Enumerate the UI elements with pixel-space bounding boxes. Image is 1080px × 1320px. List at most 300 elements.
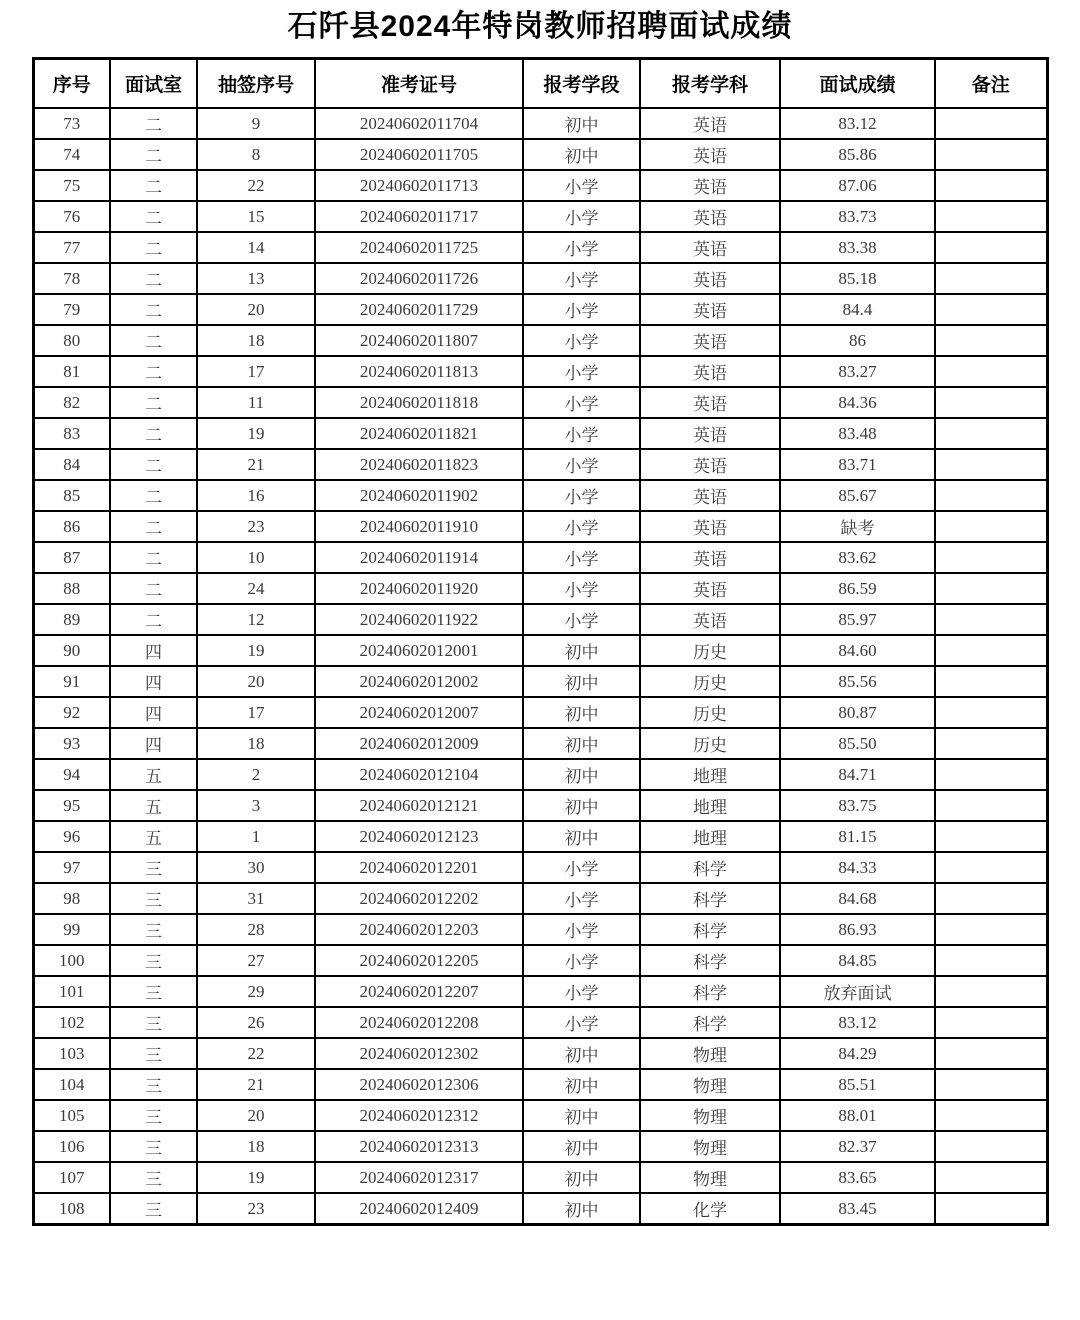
cell-lottery-no: 13 xyxy=(197,263,315,294)
cell-serial: 95 xyxy=(33,790,110,821)
cell-subject: 科学 xyxy=(640,852,780,883)
cell-remarks xyxy=(935,728,1047,759)
cell-lottery-no: 19 xyxy=(197,1162,315,1193)
cell-remarks xyxy=(935,1193,1047,1225)
cell-subject: 英语 xyxy=(640,325,780,356)
cell-remarks xyxy=(935,759,1047,790)
cell-remarks xyxy=(935,666,1047,697)
cell-subject: 物理 xyxy=(640,1069,780,1100)
cell-ticket-no: 20240602011910 xyxy=(315,511,523,542)
cell-remarks xyxy=(935,697,1047,728)
cell-lottery-no: 23 xyxy=(197,1193,315,1225)
cell-remarks xyxy=(935,387,1047,418)
cell-serial: 97 xyxy=(33,852,110,883)
cell-level: 小学 xyxy=(523,294,640,325)
cell-level: 小学 xyxy=(523,914,640,945)
cell-room: 二 xyxy=(110,573,197,604)
cell-serial: 93 xyxy=(33,728,110,759)
cell-ticket-no: 20240602012312 xyxy=(315,1100,523,1131)
cell-lottery-no: 24 xyxy=(197,573,315,604)
cell-room: 二 xyxy=(110,170,197,201)
cell-remarks xyxy=(935,108,1047,139)
table-row xyxy=(33,449,1047,480)
cell-level: 初中 xyxy=(523,790,640,821)
cell-lottery-no: 8 xyxy=(197,139,315,170)
cell-ticket-no: 20240602012121 xyxy=(315,790,523,821)
cell-room: 三 xyxy=(110,1193,197,1225)
cell-level: 初中 xyxy=(523,1100,640,1131)
cell-level: 初中 xyxy=(523,728,640,759)
cell-level: 初中 xyxy=(523,139,640,170)
table-row xyxy=(33,697,1047,728)
cell-score: 83.62 xyxy=(780,542,935,573)
cell-room: 三 xyxy=(110,976,197,1007)
table-row xyxy=(33,1162,1047,1193)
table-row xyxy=(33,108,1047,139)
cell-room: 三 xyxy=(110,1162,197,1193)
cell-remarks xyxy=(935,511,1047,542)
cell-serial: 94 xyxy=(33,759,110,790)
cell-room: 三 xyxy=(110,1038,197,1069)
cell-ticket-no: 20240602011729 xyxy=(315,294,523,325)
cell-serial: 76 xyxy=(33,201,110,232)
cell-serial: 73 xyxy=(33,108,110,139)
table-row xyxy=(33,170,1047,201)
column-header-score: 面试成绩 xyxy=(780,59,935,109)
table-row xyxy=(33,263,1047,294)
cell-level: 小学 xyxy=(523,945,640,976)
cell-subject: 英语 xyxy=(640,573,780,604)
cell-level: 初中 xyxy=(523,635,640,666)
cell-subject: 英语 xyxy=(640,170,780,201)
cell-room: 二 xyxy=(110,387,197,418)
cell-room: 二 xyxy=(110,294,197,325)
cell-remarks xyxy=(935,232,1047,263)
table-row xyxy=(33,201,1047,232)
table-row xyxy=(33,387,1047,418)
cell-room: 二 xyxy=(110,356,197,387)
cell-level: 小学 xyxy=(523,418,640,449)
cell-ticket-no: 20240602012007 xyxy=(315,697,523,728)
cell-score: 放弃面试 xyxy=(780,976,935,1007)
table-body xyxy=(33,108,1047,1225)
cell-serial: 102 xyxy=(33,1007,110,1038)
cell-ticket-no: 20240602011818 xyxy=(315,387,523,418)
cell-serial: 96 xyxy=(33,821,110,852)
cell-subject: 科学 xyxy=(640,976,780,1007)
cell-remarks xyxy=(935,1007,1047,1038)
cell-lottery-no: 26 xyxy=(197,1007,315,1038)
cell-lottery-no: 18 xyxy=(197,728,315,759)
cell-level: 小学 xyxy=(523,480,640,511)
cell-room: 二 xyxy=(110,325,197,356)
cell-remarks xyxy=(935,821,1047,852)
cell-ticket-no: 20240602012123 xyxy=(315,821,523,852)
cell-score: 88.01 xyxy=(780,1100,935,1131)
cell-level: 小学 xyxy=(523,542,640,573)
cell-level: 小学 xyxy=(523,387,640,418)
cell-serial: 100 xyxy=(33,945,110,976)
table-row xyxy=(33,511,1047,542)
cell-serial: 98 xyxy=(33,883,110,914)
cell-ticket-no: 20240602011821 xyxy=(315,418,523,449)
cell-remarks xyxy=(935,356,1047,387)
cell-ticket-no: 20240602011713 xyxy=(315,170,523,201)
cell-remarks xyxy=(935,139,1047,170)
table-row xyxy=(33,1193,1047,1225)
cell-subject: 地理 xyxy=(640,759,780,790)
cell-score: 85.86 xyxy=(780,139,935,170)
table-row xyxy=(33,976,1047,1007)
cell-subject: 物理 xyxy=(640,1162,780,1193)
cell-level: 小学 xyxy=(523,573,640,604)
cell-room: 二 xyxy=(110,604,197,635)
cell-serial: 90 xyxy=(33,635,110,666)
cell-lottery-no: 10 xyxy=(197,542,315,573)
cell-score: 83.27 xyxy=(780,356,935,387)
cell-remarks xyxy=(935,201,1047,232)
cell-level: 小学 xyxy=(523,976,640,1007)
cell-room: 二 xyxy=(110,418,197,449)
cell-subject: 英语 xyxy=(640,356,780,387)
cell-level: 小学 xyxy=(523,325,640,356)
cell-serial: 84 xyxy=(33,449,110,480)
cell-ticket-no: 20240602012317 xyxy=(315,1162,523,1193)
cell-room: 五 xyxy=(110,821,197,852)
table-row xyxy=(33,914,1047,945)
table-header xyxy=(33,59,1047,109)
cell-score: 83.65 xyxy=(780,1162,935,1193)
cell-room: 三 xyxy=(110,883,197,914)
table-row xyxy=(33,1007,1047,1038)
cell-remarks xyxy=(935,480,1047,511)
cell-room: 二 xyxy=(110,108,197,139)
cell-subject: 历史 xyxy=(640,728,780,759)
cell-room: 三 xyxy=(110,1069,197,1100)
cell-serial: 78 xyxy=(33,263,110,294)
cell-room: 二 xyxy=(110,232,197,263)
cell-subject: 科学 xyxy=(640,945,780,976)
cell-lottery-no: 22 xyxy=(197,1038,315,1069)
cell-level: 初中 xyxy=(523,1162,640,1193)
cell-score: 83.73 xyxy=(780,201,935,232)
cell-subject: 科学 xyxy=(640,883,780,914)
cell-room: 四 xyxy=(110,635,197,666)
cell-room: 三 xyxy=(110,1007,197,1038)
cell-serial: 80 xyxy=(33,325,110,356)
cell-room: 二 xyxy=(110,480,197,511)
cell-subject: 英语 xyxy=(640,387,780,418)
cell-serial: 85 xyxy=(33,480,110,511)
cell-lottery-no: 23 xyxy=(197,511,315,542)
cell-ticket-no: 20240602011920 xyxy=(315,573,523,604)
cell-subject: 英语 xyxy=(640,511,780,542)
cell-score: 82.37 xyxy=(780,1131,935,1162)
cell-subject: 物理 xyxy=(640,1038,780,1069)
cell-serial: 92 xyxy=(33,697,110,728)
cell-subject: 物理 xyxy=(640,1100,780,1131)
cell-level: 小学 xyxy=(523,170,640,201)
cell-level: 初中 xyxy=(523,1069,640,1100)
cell-room: 二 xyxy=(110,201,197,232)
cell-score: 83.75 xyxy=(780,790,935,821)
cell-room: 四 xyxy=(110,697,197,728)
table-row xyxy=(33,852,1047,883)
table-row xyxy=(33,790,1047,821)
cell-level: 小学 xyxy=(523,852,640,883)
table-row xyxy=(33,883,1047,914)
cell-serial: 87 xyxy=(33,542,110,573)
cell-score: 84.36 xyxy=(780,387,935,418)
cell-subject: 英语 xyxy=(640,201,780,232)
cell-remarks xyxy=(935,542,1047,573)
cell-ticket-no: 20240602012205 xyxy=(315,945,523,976)
cell-serial: 105 xyxy=(33,1100,110,1131)
cell-lottery-no: 1 xyxy=(197,821,315,852)
cell-score: 81.15 xyxy=(780,821,935,852)
cell-score: 84.71 xyxy=(780,759,935,790)
cell-score: 83.38 xyxy=(780,232,935,263)
cell-serial: 75 xyxy=(33,170,110,201)
cell-ticket-no: 20240602012302 xyxy=(315,1038,523,1069)
cell-room: 二 xyxy=(110,511,197,542)
cell-ticket-no: 20240602011922 xyxy=(315,604,523,635)
table-row xyxy=(33,418,1047,449)
table-row xyxy=(33,635,1047,666)
cell-subject: 英语 xyxy=(640,542,780,573)
cell-remarks xyxy=(935,852,1047,883)
table-row xyxy=(33,1069,1047,1100)
cell-subject: 英语 xyxy=(640,263,780,294)
table-row xyxy=(33,294,1047,325)
cell-ticket-no: 20240602012201 xyxy=(315,852,523,883)
cell-ticket-no: 20240602012202 xyxy=(315,883,523,914)
cell-remarks xyxy=(935,945,1047,976)
cell-ticket-no: 20240602012306 xyxy=(315,1069,523,1100)
cell-subject: 英语 xyxy=(640,108,780,139)
cell-lottery-no: 17 xyxy=(197,697,315,728)
cell-remarks xyxy=(935,790,1047,821)
cell-level: 初中 xyxy=(523,666,640,697)
cell-lottery-no: 29 xyxy=(197,976,315,1007)
cell-remarks xyxy=(935,1162,1047,1193)
cell-serial: 103 xyxy=(33,1038,110,1069)
cell-subject: 英语 xyxy=(640,294,780,325)
column-header-serial: 序号 xyxy=(33,59,110,109)
cell-serial: 88 xyxy=(33,573,110,604)
cell-score: 83.48 xyxy=(780,418,935,449)
cell-lottery-no: 17 xyxy=(197,356,315,387)
cell-subject: 地理 xyxy=(640,821,780,852)
cell-level: 小学 xyxy=(523,201,640,232)
cell-score: 85.97 xyxy=(780,604,935,635)
cell-serial: 74 xyxy=(33,139,110,170)
cell-score: 84.85 xyxy=(780,945,935,976)
cell-ticket-no: 20240602012313 xyxy=(315,1131,523,1162)
cell-remarks xyxy=(935,325,1047,356)
table-row xyxy=(33,759,1047,790)
cell-remarks xyxy=(935,604,1047,635)
cell-ticket-no: 20240602011705 xyxy=(315,139,523,170)
cell-remarks xyxy=(935,914,1047,945)
cell-serial: 81 xyxy=(33,356,110,387)
cell-subject: 历史 xyxy=(640,666,780,697)
interview-score-table xyxy=(32,57,1049,1226)
cell-serial: 108 xyxy=(33,1193,110,1225)
cell-subject: 英语 xyxy=(640,480,780,511)
cell-serial: 89 xyxy=(33,604,110,635)
cell-lottery-no: 15 xyxy=(197,201,315,232)
cell-score: 84.68 xyxy=(780,883,935,914)
table-row xyxy=(33,1131,1047,1162)
cell-ticket-no: 20240602012001 xyxy=(315,635,523,666)
column-header-lottery-no: 抽签序号 xyxy=(197,59,315,109)
cell-lottery-no: 31 xyxy=(197,883,315,914)
cell-room: 四 xyxy=(110,728,197,759)
cell-remarks xyxy=(935,263,1047,294)
cell-lottery-no: 16 xyxy=(197,480,315,511)
cell-score: 缺考 xyxy=(780,511,935,542)
cell-level: 初中 xyxy=(523,1193,640,1225)
cell-level: 小学 xyxy=(523,232,640,263)
cell-lottery-no: 27 xyxy=(197,945,315,976)
table-row xyxy=(33,821,1047,852)
cell-remarks xyxy=(935,1100,1047,1131)
page-title: 石阡县2024年特岗教师招聘面试成绩 xyxy=(287,10,793,43)
cell-subject: 英语 xyxy=(640,604,780,635)
cell-remarks xyxy=(935,170,1047,201)
cell-remarks xyxy=(935,1131,1047,1162)
table-row xyxy=(33,325,1047,356)
cell-score: 86 xyxy=(780,325,935,356)
table-row xyxy=(33,356,1047,387)
cell-lottery-no: 21 xyxy=(197,449,315,480)
cell-score: 83.45 xyxy=(780,1193,935,1225)
cell-lottery-no: 30 xyxy=(197,852,315,883)
cell-ticket-no: 20240602012104 xyxy=(315,759,523,790)
cell-subject: 英语 xyxy=(640,449,780,480)
cell-ticket-no: 20240602011914 xyxy=(315,542,523,573)
cell-score: 85.51 xyxy=(780,1069,935,1100)
cell-serial: 107 xyxy=(33,1162,110,1193)
cell-subject: 英语 xyxy=(640,139,780,170)
cell-subject: 英语 xyxy=(640,418,780,449)
cell-lottery-no: 28 xyxy=(197,914,315,945)
table-row xyxy=(33,604,1047,635)
cell-remarks xyxy=(935,1069,1047,1100)
table-row xyxy=(33,666,1047,697)
cell-serial: 99 xyxy=(33,914,110,945)
cell-room: 五 xyxy=(110,759,197,790)
cell-remarks xyxy=(935,294,1047,325)
cell-subject: 化学 xyxy=(640,1193,780,1225)
cell-subject: 科学 xyxy=(640,914,780,945)
cell-serial: 104 xyxy=(33,1069,110,1100)
cell-serial: 106 xyxy=(33,1131,110,1162)
cell-remarks xyxy=(935,573,1047,604)
cell-ticket-no: 20240602011902 xyxy=(315,480,523,511)
cell-ticket-no: 20240602012002 xyxy=(315,666,523,697)
cell-subject: 历史 xyxy=(640,635,780,666)
cell-level: 小学 xyxy=(523,449,640,480)
cell-remarks xyxy=(935,418,1047,449)
cell-room: 三 xyxy=(110,945,197,976)
cell-ticket-no: 20240602011813 xyxy=(315,356,523,387)
cell-serial: 79 xyxy=(33,294,110,325)
cell-score: 87.06 xyxy=(780,170,935,201)
cell-level: 初中 xyxy=(523,1131,640,1162)
cell-score: 85.50 xyxy=(780,728,935,759)
cell-lottery-no: 18 xyxy=(197,1131,315,1162)
cell-room: 二 xyxy=(110,139,197,170)
cell-subject: 物理 xyxy=(640,1131,780,1162)
cell-score: 84.60 xyxy=(780,635,935,666)
cell-level: 小学 xyxy=(523,511,640,542)
cell-lottery-no: 20 xyxy=(197,666,315,697)
table-row xyxy=(33,232,1047,263)
table-row xyxy=(33,728,1047,759)
table-row xyxy=(33,542,1047,573)
cell-level: 小学 xyxy=(523,263,640,294)
cell-level: 小学 xyxy=(523,1007,640,1038)
column-header-remarks: 备注 xyxy=(935,59,1047,109)
cell-ticket-no: 20240602012409 xyxy=(315,1193,523,1225)
cell-level: 小学 xyxy=(523,604,640,635)
cell-score: 80.87 xyxy=(780,697,935,728)
cell-score: 83.71 xyxy=(780,449,935,480)
cell-ticket-no: 20240602012207 xyxy=(315,976,523,1007)
cell-score: 84.33 xyxy=(780,852,935,883)
cell-subject: 科学 xyxy=(640,1007,780,1038)
cell-ticket-no: 20240602011807 xyxy=(315,325,523,356)
cell-lottery-no: 9 xyxy=(197,108,315,139)
column-header-level: 报考学段 xyxy=(523,59,640,109)
cell-lottery-no: 20 xyxy=(197,1100,315,1131)
cell-score: 84.4 xyxy=(780,294,935,325)
cell-level: 小学 xyxy=(523,883,640,914)
table-row xyxy=(33,573,1047,604)
cell-score: 84.29 xyxy=(780,1038,935,1069)
column-header-room: 面试室 xyxy=(110,59,197,109)
cell-serial: 83 xyxy=(33,418,110,449)
cell-remarks xyxy=(935,883,1047,914)
cell-ticket-no: 20240602012208 xyxy=(315,1007,523,1038)
cell-room: 二 xyxy=(110,542,197,573)
cell-ticket-no: 20240602011725 xyxy=(315,232,523,263)
cell-serial: 91 xyxy=(33,666,110,697)
table-row xyxy=(33,480,1047,511)
cell-ticket-no: 20240602011717 xyxy=(315,201,523,232)
cell-lottery-no: 19 xyxy=(197,418,315,449)
cell-subject: 历史 xyxy=(640,697,780,728)
cell-lottery-no: 12 xyxy=(197,604,315,635)
cell-lottery-no: 18 xyxy=(197,325,315,356)
cell-serial: 77 xyxy=(33,232,110,263)
cell-ticket-no: 20240602011823 xyxy=(315,449,523,480)
table-header-row xyxy=(33,59,1047,109)
cell-level: 初中 xyxy=(523,1038,640,1069)
table-row xyxy=(33,1100,1047,1131)
cell-lottery-no: 14 xyxy=(197,232,315,263)
cell-ticket-no: 20240602011704 xyxy=(315,108,523,139)
column-header-subject: 报考学科 xyxy=(640,59,780,109)
cell-room: 三 xyxy=(110,914,197,945)
cell-ticket-no: 20240602012009 xyxy=(315,728,523,759)
table-row xyxy=(33,945,1047,976)
table-row xyxy=(33,1038,1047,1069)
cell-remarks xyxy=(935,635,1047,666)
cell-lottery-no: 2 xyxy=(197,759,315,790)
